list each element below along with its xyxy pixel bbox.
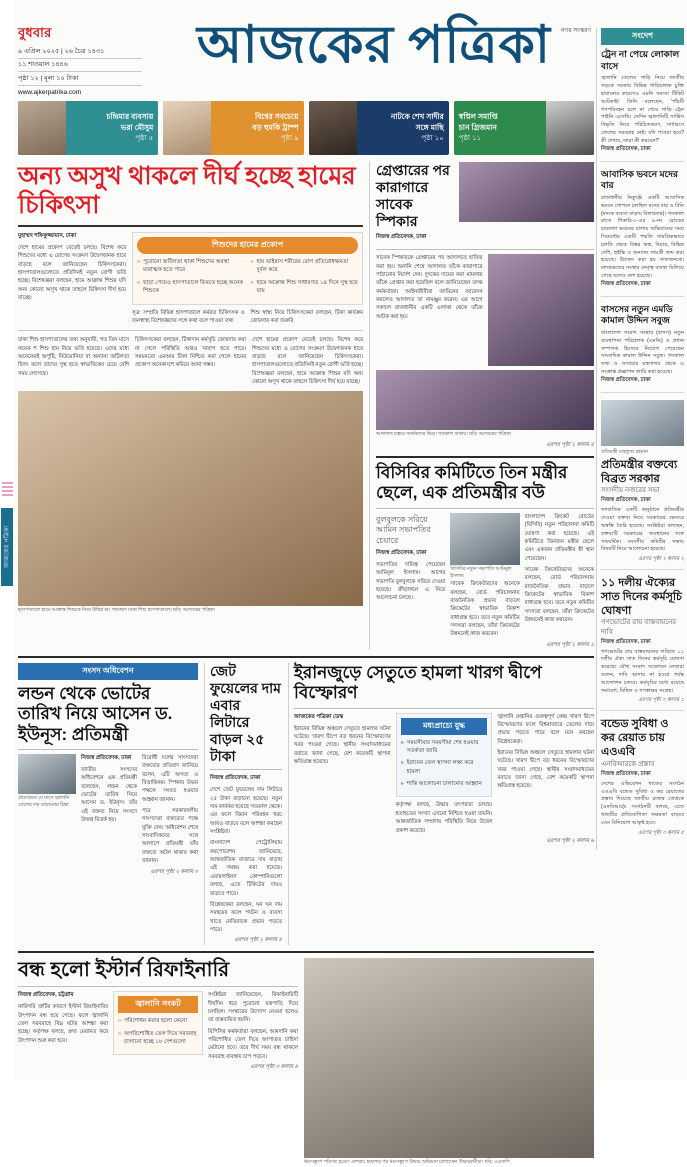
bcb-body-2: সাবেক ক্রিকেটারদের অনেকে বলছেন, বোর্ড পরিচালনায় রাজনৈতিক প্রভাব বাড়লে ক্রিকেটের স্বাভাবিক বিকাশ বাধাগ্রস্ত হবে। তবে নতুন কমিটির সদস্যরা বলছেন, তাঁরা ক্রিকেটের উন্নয়নেই কাজ করবেন। bbox=[450, 581, 520, 638]
lead-col-1 bbox=[18, 232, 126, 325]
right-sidebar bbox=[596, 28, 684, 850]
parliament-byline: নিজস্ব প্রতিবেদক, ঢাকা bbox=[81, 754, 132, 761]
promo-title-1a: চন্দ্রিমার ব্যবসায় bbox=[106, 112, 154, 122]
promo-page-1: পৃষ্ঠা ৫ bbox=[135, 134, 154, 142]
bcb-photo bbox=[450, 513, 519, 565]
promo-card-4[interactable] bbox=[454, 101, 594, 155]
parliament-col-photo bbox=[18, 754, 76, 866]
minister-headline: প্রতিমন্ত্রীর বক্তব্যে বিব্রত সরকার bbox=[601, 458, 678, 485]
sidebar-item-2-title: আবাসিক ভবনে মদের বার bbox=[601, 168, 678, 191]
iran-rule bbox=[294, 708, 594, 709]
jetfuel-story[interactable] bbox=[204, 663, 282, 946]
promo-title-4b: চান গ্রিজমান bbox=[458, 122, 497, 132]
masthead-pages-price: পৃষ্ঠা ১২ | মূল্য ১০ টাকা bbox=[18, 72, 142, 86]
masthead-website[interactable]: www.ajkerpatrika.com bbox=[18, 88, 82, 96]
masthead-dateblock bbox=[18, 24, 142, 96]
bcb-headline: বিসিবির কমিটিতে তিন মন্ত্রীর ছেলে, এক প্রতিমন্ত্রীর বউ bbox=[376, 463, 568, 503]
parliament-body-3: পরে সরকারদলীয় সাংসদেরা বক্তব্যের পক্ষে যুক্তি দেন। অধিবেশন শেষে সাংবাদিকদের সঙ্গে আলাপে প্রতিমন্ত্রী তাঁর বক্তব্যে অটল থাকার কথা জানান। bbox=[142, 808, 198, 865]
sidebar-article-alliance[interactable] bbox=[601, 577, 684, 711]
bcb-body-1: সভাপতির দায়িত্ব পেয়েছেন আমিনুল ইসলাম। আগের সভাপতি বুলবুলকে সরিয়ে দেওয়া হয়েছে। ক্রীড়াঙ্গনে এ নিয়ে আলোচনা চলছে। bbox=[376, 561, 446, 602]
lead-headline: অন্য অসুখ থাকলে দীর্ঘ হচ্ছে হামের চিকিৎসা bbox=[18, 162, 356, 219]
refinery-kicker: জ্বালানি সংকট bbox=[118, 996, 198, 1013]
bcb-col-2 bbox=[450, 513, 519, 639]
sidebar-article-minister[interactable] bbox=[601, 400, 684, 570]
refinery-col-2 bbox=[113, 991, 203, 1061]
lead-col-c bbox=[252, 336, 363, 386]
parliament-rule bbox=[18, 749, 198, 750]
masthead bbox=[14, 0, 687, 96]
refinery-bullet-1 bbox=[118, 1017, 198, 1025]
promo-title-1b: ভরা মৌসুম bbox=[120, 122, 154, 132]
parliament-headline: লন্ডন থেকে ভোটের তারিখ নিয়ে আসেন ড. ইউনূস: প্রতিমন্ত্রী bbox=[18, 683, 173, 744]
bcb-photo-caption: বিসিবির নতুন সভাপতি আমিনুল ইসলাম bbox=[450, 566, 512, 579]
infobox-bullet-1-text: পুরোনো জটিলতা থাকা শিশুদের অবস্থা মারাত্মক হতে পারে bbox=[143, 259, 229, 274]
lead-story[interactable] bbox=[18, 162, 363, 650]
iran-sidebox-bullet-3-text: শান্তি আলোচনা চালানোর আহ্বান bbox=[406, 781, 482, 788]
refinery-body-3: বিপিসির কর্মকর্তারা বলছেন, আমদানি করা পরিশোধিত তেল দিয়ে আপাতত চাহিদা মেটানো হবে। তবে দীর্ঘ সময় বন্ধ থাকলে সরবরাহ ব্যবস্থায় চাপ পড়বে। bbox=[208, 1028, 298, 1060]
minister-continuation[interactable]: এরপর পৃষ্ঠা ২ কলাম ২ bbox=[638, 556, 684, 563]
bcb-body-4: সাবেক ক্রিকেটারদের অনেকে বলছেন, বোর্ড পরিচালনায় রাজনৈতিক প্রভাব বাড়লে ক্রিকেটের স্বাভাবিক বিকাশ বাধাগ্রস্ত হবে। তবে নতুন কমিটির সদস্যরা বলছেন, তাঁরা ক্রিকেটের উন্নয়নেই কাজ করবেন। bbox=[524, 566, 594, 624]
parliament-photo-caption: প্রয়োজনে যে মাসে জ্বালানি তেলের দাম বাড়ানোর চিন্তা bbox=[18, 795, 70, 808]
bullet-marker-icon: » bbox=[118, 1018, 122, 1025]
jetfuel-continuation[interactable]: এরপর পৃষ্ঠা ২ কলাম ৪ bbox=[234, 937, 282, 944]
middle-band-divider bbox=[18, 656, 594, 658]
alliance-body: গণভোটের রায় বাস্তবায়নের দাবিতে ১১ দলীয় ঐক্য সাত দিনের কর্মসূচি ঘোষণা করেছে। যৌথ সংবাদ সম্মেলনে নেতারা বলেন, দাবি আদায় না হওয়া পর্যন্ত আন্দোলন চলবে। কর্মসূচির মধ্যে রয়েছে সমাবেশ, মিছিল ও গণস্বাক্ষর সংগ্রহ। bbox=[601, 648, 684, 694]
lead-byline: মুহাম্মদ শফিকুজ্জামান, ঢাকা bbox=[18, 233, 77, 239]
promo-text-2 bbox=[211, 108, 303, 148]
minister-photo-caption: প্রতিমন্ত্রী মাহফুজ রহমান bbox=[601, 448, 648, 455]
promo-title-3b: সঙ্গে মাছি bbox=[415, 122, 444, 132]
jetfuel-body-3: বিশ্লেষকেরা বলছেন, ঘন ঘন দাম সমন্বয়ের ফলে পর্যটন ও ব্যবসা খাতে নেতিবাচক প্রভাব পড়তে পারে। bbox=[210, 901, 282, 933]
parliament-body-2: বিরোধী দলের সাংসদেরা বক্তব্যের প্রতিবাদ জানিয়ে বলেন, এটি অসত্য ও বিভ্রান্তিকর। স্পিকার উভয় পক্ষকে সংযত হওয়ার আহ্বান জানান। bbox=[142, 754, 198, 803]
iran-sidebox-bullet-3 bbox=[401, 780, 488, 788]
bcb-subhead: বুলবুলকে সরিয়ে আমিন সভাপতির চেয়ারে bbox=[376, 514, 431, 545]
jetfuel-byline: নিজস্ব প্রতিবেদক, ঢাকা bbox=[210, 775, 261, 782]
bullet-marker-icon: » bbox=[400, 739, 404, 746]
iran-continuation[interactable]: এরপর পৃষ্ঠা ২ কলাম ৬ bbox=[546, 837, 594, 844]
sidebar-item-1-body: জ্বালানি তেলের গাড়ি নিয়ে জাতীয় সড়কে সরকার বিভিন্ন গাড়িচালক চুক্তি হারানোর কারণেও এমনি সমস্যা টিকিট আটকাই। তিনি বলেছেন, 'পাঁচটি গণপরিবহন চলে না পেয়ে গাড়ি ট্রেন পাইনি এসেছি। সেদিন জ্বালানিটি সার্ভিস বিভৃতি নিয়ে পরিচিতকরণ, সাধারণে তেলের সরবরাহ নেই। যদি পাওয়া হবে? কী দেখায়, তারা কী করবেন?' bbox=[601, 75, 684, 144]
sidebar-item-3-title: বাসসের নতুন এমডি কামাল উদ্দিন সবুজ bbox=[601, 303, 673, 326]
refinery-continuation[interactable]: এরপর পৃষ্ঠা ৩ কলাম ৪ bbox=[250, 1064, 298, 1071]
speaker-story[interactable] bbox=[369, 162, 594, 650]
speaker-body-1: সাবেক স্পিকারকে গ্রেপ্তারের পর আদালতে হাজির করা হয়। শুনানি শেষে আদালত তাঁকে কারাগারে পাঠানোর নির্দেশ দেন। দুদকের দায়ের করা মামলায় তাঁকে গ্রেপ্তার করা হয়েছিল বলে জানিয়েছেন তদন্ত কর্মকর্তারা। আইনজীবীরা জামিনের আবেদন করলেও আদালত তা নামঞ্জুর করেন। এর আগে সকালে রাজধানীর একটি এলাকা থেকে তাঁকে আটক করা হয়। bbox=[376, 255, 483, 320]
promo-page-2: পৃষ্ঠা ৯ bbox=[280, 134, 299, 142]
jetfuel-rule bbox=[210, 769, 282, 770]
jetfuel-headline: জেট ফুয়েলের দাম এবার লিটারে বাড়ল ২৫ টাকা bbox=[210, 662, 281, 765]
lead-body-2: ঢাকা শিশু হাসপাতালের তথ্য অনুযায়ী, গত তিন মাসে কয়েক শ শিশু হাম নিয়ে ভর্তি হয়েছে। এদের মধ্যে অনেকেরই অপুষ্টি, নিউমোনিয়া বা অন্যান্য জটিলতা ছিল। ফলে তাদের সুস্থ হতে স্বাভাবিকের চেয়ে বেশি সময় লেগেছে। bbox=[18, 337, 129, 377]
spine-decorative-bars bbox=[2, 482, 13, 498]
iran-story[interactable] bbox=[288, 663, 594, 946]
sidebar-item-1[interactable] bbox=[601, 49, 684, 162]
speaker-continuation[interactable]: এরপর পৃষ্ঠা ২ কলাম ৫ bbox=[546, 442, 594, 449]
alliance-subhead: গণভোটের রায় বাস্তবায়নের দাবি bbox=[601, 619, 677, 636]
page-sheet bbox=[14, 0, 687, 1166]
bcb-rule bbox=[376, 508, 594, 509]
speaker-photo-2 bbox=[488, 254, 595, 366]
promo-text-4 bbox=[454, 108, 546, 148]
infobox-bullet-4 bbox=[251, 279, 359, 296]
speaker-photo-3 bbox=[376, 370, 594, 430]
lead-body-4: দেশে হামের প্রকোপ বেড়েই চলছে। বিশেষ করে শিশুদের মধ্যে এ রোগের সংক্রমণ উদ্বেগজনক হারে বাড়ছে বলে জানিয়েছেন চিকিৎসকেরা। হাসপাতালগুলোতে প্রতিদিনই নতুন রোগী ভর্তি হচ্ছে। বিশেষজ্ঞরা বলছেন, হামে আক্রান্ত শিশুর যদি অন্য কোনো অসুখ থাকে তাহলে চিকিৎসা দীর্ঘ হয়ে যাচ্ছে। bbox=[252, 337, 363, 386]
refinery-rule bbox=[18, 986, 298, 987]
refinery-bullet-2 bbox=[118, 1030, 198, 1047]
promo-card-1[interactable] bbox=[18, 101, 158, 155]
iran-col-3 bbox=[497, 713, 594, 835]
lead-col-2 bbox=[132, 232, 363, 325]
jetfuel-body-1: দেশে জেট ফুয়েলের দাম লিটারে ২৫ টাকা বাড়ানো হয়েছে। নতুন দাম কার্যকর হয়েছে গতকাল থেকে। এর ফলে বিমান পরিবহন খরচ আরও বাড়বে বলে আশঙ্কা করছেন সংশ্লিষ্টরা। bbox=[210, 787, 282, 835]
bullet-marker-icon: » bbox=[400, 760, 404, 767]
bullet-marker-icon: » bbox=[400, 781, 404, 788]
jetfuel-body-2: বাংলাদেশ পেট্রোলিয়াম করপোরেশন জানিয়েছে, আন্তর্জাতিক বাজারে দাম বাড়ায় এই সমন্বয় করা হয়েছে। এয়ারলাইনস কোম্পানিগুলো বলছে, এতে টিকিটের দামও বাড়তে পারে। bbox=[210, 840, 282, 897]
masthead-weekday: বুধবার bbox=[18, 25, 52, 40]
infobox-note-1: সূত্র: সম্প্রতি বিভিন্ন হাসপাতালে কর্মরত চিকিৎসক ও জনস্বাস্থ্য বিশেষজ্ঞদের সঙ্গে কথা বলে পাওয়া তথ্য bbox=[132, 309, 245, 324]
iran-body-2: কর্তৃপক্ষ বলছে, উদ্ধার তৎপরতা চলছে। হতাহতের সংখ্যা এখনো নিশ্চিত হওয়া যায়নি। আন্তর্জাতিক সম্প্রদায় পরিস্থিতি নিয়ে উদ্বেগ প্রকাশ করেছে। bbox=[395, 802, 493, 834]
iran-body-4: ইরানের বিভিন্ন অঞ্চলে সেতুতে হামলার ঘটনা ঘটেছে। খারগ দ্বীপে বড় ধরনের বিস্ফোরণের খবর পাওয়া গেছে। স্থানীয় সংবাদমাধ্যমের বরাতে জানা গেছে, বেশ কয়েকটি স্থাপনা ক্ষতিগ্রস্ত হয়েছে। bbox=[497, 749, 595, 790]
refinery-byline: নিজস্ব প্রতিবেদক, চট্টগ্রাম bbox=[18, 992, 74, 999]
promo-photo-3 bbox=[309, 101, 357, 155]
parliament-body-1: জাতীয় সংসদের অধিবেশনে এক প্রতিমন্ত্রী বলেছেন, লন্ডন থেকে ভোটের তারিখ নিয়ে আসেন ড. ইউনূস। তাঁর এই বক্তব্য নিয়ে সংসদে উত্তপ্ত বিতর্ক হয়। bbox=[81, 766, 137, 824]
promo-photo-4 bbox=[546, 101, 594, 155]
bcb-continuation[interactable]: এরপর পৃষ্ঠা ২ কলাম ১ bbox=[546, 641, 594, 648]
bullet-marker-icon: » bbox=[118, 1030, 122, 1037]
infobox-bullet-3 bbox=[251, 258, 359, 275]
bullet-marker-icon: » bbox=[137, 279, 141, 286]
iran-sidebox bbox=[396, 713, 493, 798]
bullet-marker-icon: » bbox=[250, 259, 254, 265]
sidebar-item-1-byline: নিজস্ব প্রতিবেদক, ঢাকা bbox=[601, 145, 651, 152]
infobox-header: শিশুদের হামের প্রকোপ bbox=[137, 237, 358, 254]
bcb-col-1 bbox=[376, 513, 445, 639]
promo-photo-1 bbox=[18, 101, 66, 155]
iran-sidebox-bullet-1-text: সময়সীমার সময়সীমা শেষ হওয়ার সতর্কতা জারি bbox=[406, 739, 479, 754]
sidebar-item-3-byline: নিজস্ব প্রতিবেদক, ঢাকা bbox=[601, 376, 651, 383]
alliance-continuation[interactable]: এরপর পৃষ্ঠা ৩ কলাম ১ bbox=[638, 697, 684, 704]
alliance-byline: নিজস্ব প্রতিবেদক, ঢাকা bbox=[601, 638, 651, 645]
sidebar-header: সংদেশ bbox=[601, 28, 684, 45]
promo-card-3[interactable] bbox=[309, 101, 449, 155]
refinery-body-2: সংশ্লিষ্টরা জানিয়েছেন, রিফাইনারিটি দীর্ঘদিন ধরে পুরোনো যন্ত্রপাতি দিয়ে চলছিল। সংস্কারের উদ্যোগ নেওয়া হলেও তা বাস্তবায়িত হয়নি। bbox=[208, 992, 298, 1024]
refinery-col-1 bbox=[18, 991, 108, 1061]
sidebar-article-aoab[interactable] bbox=[601, 718, 684, 842]
speaker-photo-top bbox=[459, 162, 594, 222]
lead-photo-caption: হাসপাতালে হামে আক্রান্ত শিশুকে নিয়ে উদ্বিগ্ন মা। গতকাল ঢাকা শিশু হাসপাতালে। ছবি: আজকের পত্রিকা bbox=[18, 608, 215, 614]
promo-title-2b: বড় হুমকি ট্রাম্প bbox=[252, 122, 299, 132]
lead-photo bbox=[18, 391, 363, 606]
iran-sidebox-bullet-2-text: ইরানের তেল স্থাপনা লক্ষ্য করে হামলা bbox=[406, 760, 474, 775]
aoab-body: দেশের এভিয়েশন খাতের সংগঠন এওএবি বন্ডেড সুবিধা ও কর রেয়াতের প্রস্তাব দিয়েছে জাতীয় রাজস্ব বোর্ডকে (এনবিআর)। সংগঠনটি বলছে, এতে খাতটির প্রতিযোগিতা সক্ষমতা বাড়বে এবং বিনিয়োগ আকৃষ্ট হবে। bbox=[601, 780, 684, 826]
refinery-divider bbox=[18, 951, 594, 953]
infobox-bullet-2-text: ছাড়া পেয়েও হাসপাতালে ফিরতে হচ্ছে অনেক শিশুকে bbox=[143, 279, 244, 295]
promo-page-4: পৃষ্ঠা ১১ bbox=[458, 134, 482, 142]
lead-body-3: চিকিৎসকেরা বলছেন, টিকাদান কর্মসূচি জোরদার করা না গেলে পরিস্থিতি আরও খারাপ হতে পারে। সময়মতো এমআর টিকা নিশ্চিত করা গেলে হামের প্রকোপ অনেকাংশে কমিয়ে আনা সম্ভব। bbox=[135, 337, 246, 369]
promo-text-3 bbox=[357, 108, 449, 148]
parliament-continuation[interactable]: এরপর পৃষ্ঠা ২ কলাম ৩ bbox=[150, 868, 198, 875]
refinery-story[interactable] bbox=[18, 958, 594, 1167]
bcb-body-3: বাংলাদেশ ক্রিকেট বোর্ডের (বিসিবি) নতুন পরিচালনা কমিটি ঘোষণা করা হয়েছে। এই কমিটিতে তিনজন মন্ত্রীর ছেলে এবং একজন প্রতিমন্ত্রীর স্ত্রী স্থান পেয়েছেন। bbox=[524, 513, 594, 562]
sidebar-item-2-byline: নিজস্ব প্রতিবেদক, ঢাকা bbox=[601, 280, 651, 287]
sidebar-item-2-body: রাজধানীর নিকুঞ্জে একটি আবাসিক ভবনে গোপনে চলছিল মদের বার ও বিনি (মদকে ব্যবসা বাড়ায় বিলানোর)। গতকাল রাতে শিকারি-১-এর ৯-নং রোডের চারতলা ভবনের চালায় অভিযানের সময় সিমেন্টের একটি পদ্ধতি সামগ্রিকভাবে চলতি থেকে বিস্তর অস্ত্র, বিয়ার, বিভিন্ন দেশি, হুইস্কি ও অন্যান্য সামগ্রী জব্দ করা হয়েছে। উচ্ছেদ করা হয় সাতজনকে। মাদকদ্রব্যের সংস্থার নেতৃত্ব ব্যবস্থা মিলিয়ে গেছে বলেও বলা হয়েছে। bbox=[601, 194, 684, 279]
sidebar-item-3-body: বাংলাদেশ সংবাদ সংস্থার (বাসস) নতুন ব্যবস্থাপনা পরিচালক (এমডি) ও প্রধান সম্পাদক হিসেবে নিয়োগ পেয়েছেন সাংবাদিক কামাল উদ্দিন সবুজ। গতকাল তথ্য ও সম্প্রচার মন্ত্রণালয় থেকে এ সংক্রান্ত প্রজ্ঞাপন জারি করা হয়েছে। bbox=[601, 330, 684, 376]
iran-sidebox-title: মধ্যপ্রাচ্যে যুদ্ধ bbox=[401, 718, 488, 735]
aoab-continuation[interactable]: এরপর পৃষ্ঠা ৩ কলাম ৫ bbox=[638, 829, 684, 836]
sidebar-item-2[interactable] bbox=[601, 169, 684, 297]
lead-col-b bbox=[135, 336, 246, 386]
speaker-byline: নিজস্ব প্রতিবেদক, ঢাকা bbox=[376, 234, 427, 241]
speaker-headline: গ্রেপ্তারের পর কারাগারে সাবেক স্পিকার bbox=[376, 162, 450, 230]
bcb-divider bbox=[376, 456, 594, 458]
promo-photo-2 bbox=[163, 101, 211, 155]
main-content bbox=[18, 162, 594, 1167]
speaker-rule bbox=[376, 249, 594, 250]
refinery-infobox bbox=[113, 991, 203, 1055]
refinery-bullet-1-text: পরিশোধন করার হলো কেনো bbox=[124, 1018, 187, 1025]
promo-title-2a: বিশ্বের সবচেয়ে bbox=[255, 112, 299, 122]
refinery-photo-caption: ধ্বংসস্তূপে পরিণত হওয়া এলাকা। হামলার পর ধ্বংসস্তূপে উদ্ধার অভিযান চালাচ্ছেন উদ্ধারকর্মীরা। ছবি: এএফপি bbox=[304, 1160, 510, 1166]
refinery-headline: বন্ধ হলো ইস্টার্ন রিফাইনারি bbox=[18, 959, 230, 982]
iran-col-2 bbox=[396, 713, 493, 835]
spine-brand-label: আজকের পত্রিকা bbox=[1, 508, 13, 586]
promo-strip bbox=[18, 101, 594, 155]
iran-byline: আজকের পত্রিকা ডেস্ক bbox=[294, 713, 344, 720]
infobox-bullet-4-text: হামে আক্রান্ত শিশু সাধারণত ১৪ দিনে সুস্থ হয়ে যায় bbox=[256, 279, 358, 295]
lead-divider bbox=[18, 330, 363, 331]
speaker-photo-caption: আদালত চত্বরে সমর্থকদের ভিড়। গতকাল ঢাকায়। ছবি: আজকের পত্রিকা bbox=[376, 432, 511, 438]
lead-col-a bbox=[18, 336, 129, 386]
aoab-headline: বন্ডেড সুবিধা ও কর রেয়াত চায় এওএবি bbox=[601, 718, 669, 758]
minister-subhead: সংসদীয় নজরের সভা bbox=[601, 487, 660, 495]
refinery-bullet-2-text: অপরিশোধিত তেল দিয়ে সরবরাহ চালানো হচ্ছে ১৮ দেশগুলো bbox=[124, 1030, 197, 1046]
minister-photo bbox=[601, 400, 684, 446]
refinery-body-1: কারিগরি ত্রুটির কারণে ইস্টার্ন রিফাইনারির উৎপাদন বন্ধ হয়ে গেছে। ফলে জ্বালানি তেল সরবরাহে বিঘ্ন ঘটার আশঙ্কা করা হচ্ছে। কর্তৃপক্ষ বলছে, দ্রুত মেরামত করে উৎপাদন শুরু করা হবে। bbox=[18, 1004, 108, 1044]
refinery-photo bbox=[304, 958, 594, 1158]
infobox-bullet-3-text: হাম ভাইরাস শরীরের রোগ প্রতিরোধক্ষমতা দুর্বল করে bbox=[256, 259, 349, 274]
lead-body-1: দেশে হামের প্রকোপ বেড়েই চলছে। বিশেষ করে শিশুদের মধ্যে এ রোগের সংক্রমণ উদ্বেগজনক হারে বাড়ছে বলে জানিয়েছেন চিকিৎসকেরা। হাসপাতালগুলোতে প্রতিদিনই নতুন রোগী ভর্তি হচ্ছে। বিশেষজ্ঞরা বলছেন, হামে আক্রান্ত শিশুর যদি অন্য কোনো অসুখ থাকে তাহলে চিকিৎসা দীর্ঘ হয়ে যাচ্ছে। bbox=[18, 245, 126, 302]
masthead-date-hijri: ১১ শাওয়াল ১৪৪৬ bbox=[18, 59, 142, 73]
promo-title-4a: স্বপ্নিল সমাপ্তি bbox=[458, 112, 498, 122]
aoab-byline: নিজস্ব প্রতিবেদক, ঢাকা bbox=[601, 770, 651, 777]
infobox-note-2: শিশু স্বাস্থ্য নিয়ে চিকিৎসকেরা বলছেন, টিকা কার্যক্রম জোরদার করা জরুরি bbox=[250, 309, 363, 324]
masthead-title: আজকের পত্রিকা bbox=[197, 17, 551, 74]
lead-rule bbox=[18, 225, 363, 227]
masthead-date-gregorian: ৯ এপ্রিল ২০২৫ | ২৬ চৈত্র ১৪৩১ bbox=[18, 45, 142, 59]
promo-card-2[interactable] bbox=[163, 101, 303, 155]
bullet-marker-icon: » bbox=[137, 259, 141, 265]
iran-col-1 bbox=[294, 713, 391, 835]
parliament-col-2 bbox=[142, 754, 198, 866]
parliament-col-1 bbox=[81, 754, 137, 866]
sidebar-item-3[interactable] bbox=[601, 304, 684, 393]
iran-body-3: জ্বালানি রপ্তানির গুরুত্বপূর্ণ কেন্দ্র খারগ দ্বীপে বিস্ফোরণের ফলে বিশ্ববাজারে তেলের দামে প্রভাব পড়তে পারে বলে মনে করছেন বিশ্লেষকেরা। bbox=[497, 713, 595, 745]
iran-sidebox-bullet-2 bbox=[401, 759, 488, 776]
iran-body-1: ইরানের বিভিন্ন অঞ্চলে সেতুতে হামলার ঘটনা ঘটেছে। খারগ দ্বীপে বড় ধরনের বিস্ফোরণের খবর পাওয়া গেছে। স্থানীয় সংবাদমাধ্যমের বরাতে জানা গেছে, বেশ কয়েকটি স্থাপনা ক্ষতিগ্রস্ত হয়েছে। bbox=[294, 725, 391, 765]
left-spine bbox=[0, 0, 14, 1080]
infobox-bullet-1 bbox=[137, 258, 245, 275]
sidebar-item-1-title: ট্রেন না পেয়ে লোকাল বাসে bbox=[601, 49, 680, 71]
lead-infobox bbox=[132, 232, 363, 305]
promo-text-1 bbox=[66, 108, 158, 148]
iran-headline: ইরানজুড়ে সেতুতে হামলা খারগ দ্বীপে বিস্ফোরণ bbox=[294, 662, 542, 703]
promo-title-3a: নাটকে শেখ সাদীর bbox=[390, 112, 444, 122]
alliance-headline: ১১ দলীয় ঐক্যের সাত দিনের কর্মসূচি ঘোষণা bbox=[601, 577, 682, 617]
promo-page-3: পৃষ্ঠা ১০ bbox=[421, 134, 444, 142]
parliament-story[interactable] bbox=[18, 663, 198, 946]
minister-byline: নিজস্ব প্রতিবেদক, ঢাকা bbox=[601, 497, 651, 504]
minister-body: সাম্প্রতিক একটি অনুষ্ঠানে প্রতিমন্ত্রীর দেওয়া বক্তব্য নিয়ে সরকারের ভেতরে অস্বস্তি তৈরি হয়েছে। সংশ্লিষ্টরা বলছেন, বক্তব্যটি সরকারের অবস্থানের সঙ্গে সাংঘর্ষিক। সংসদীয় কমিটির সভায় বিষয়টি নিয়ে আলোচনা হয়েছে। bbox=[601, 507, 684, 553]
iran-sidebox-bullet-1 bbox=[401, 739, 488, 756]
bcb-byline: নিজস্ব প্রতিবেদক, ঢাকা bbox=[376, 549, 427, 556]
aoab-subhead: এনবিআরকে প্রস্তাব bbox=[601, 760, 655, 768]
masthead-edition-tag: নগর সংস্করণ bbox=[560, 28, 591, 34]
parliament-kicker: সংসদ অধিবেশন bbox=[18, 663, 198, 680]
bcb-col-3 bbox=[525, 513, 594, 639]
parliament-photo bbox=[18, 754, 76, 794]
infobox-bullet-2 bbox=[137, 279, 245, 296]
bullet-marker-icon: » bbox=[250, 279, 254, 286]
refinery-col-3 bbox=[208, 991, 298, 1061]
